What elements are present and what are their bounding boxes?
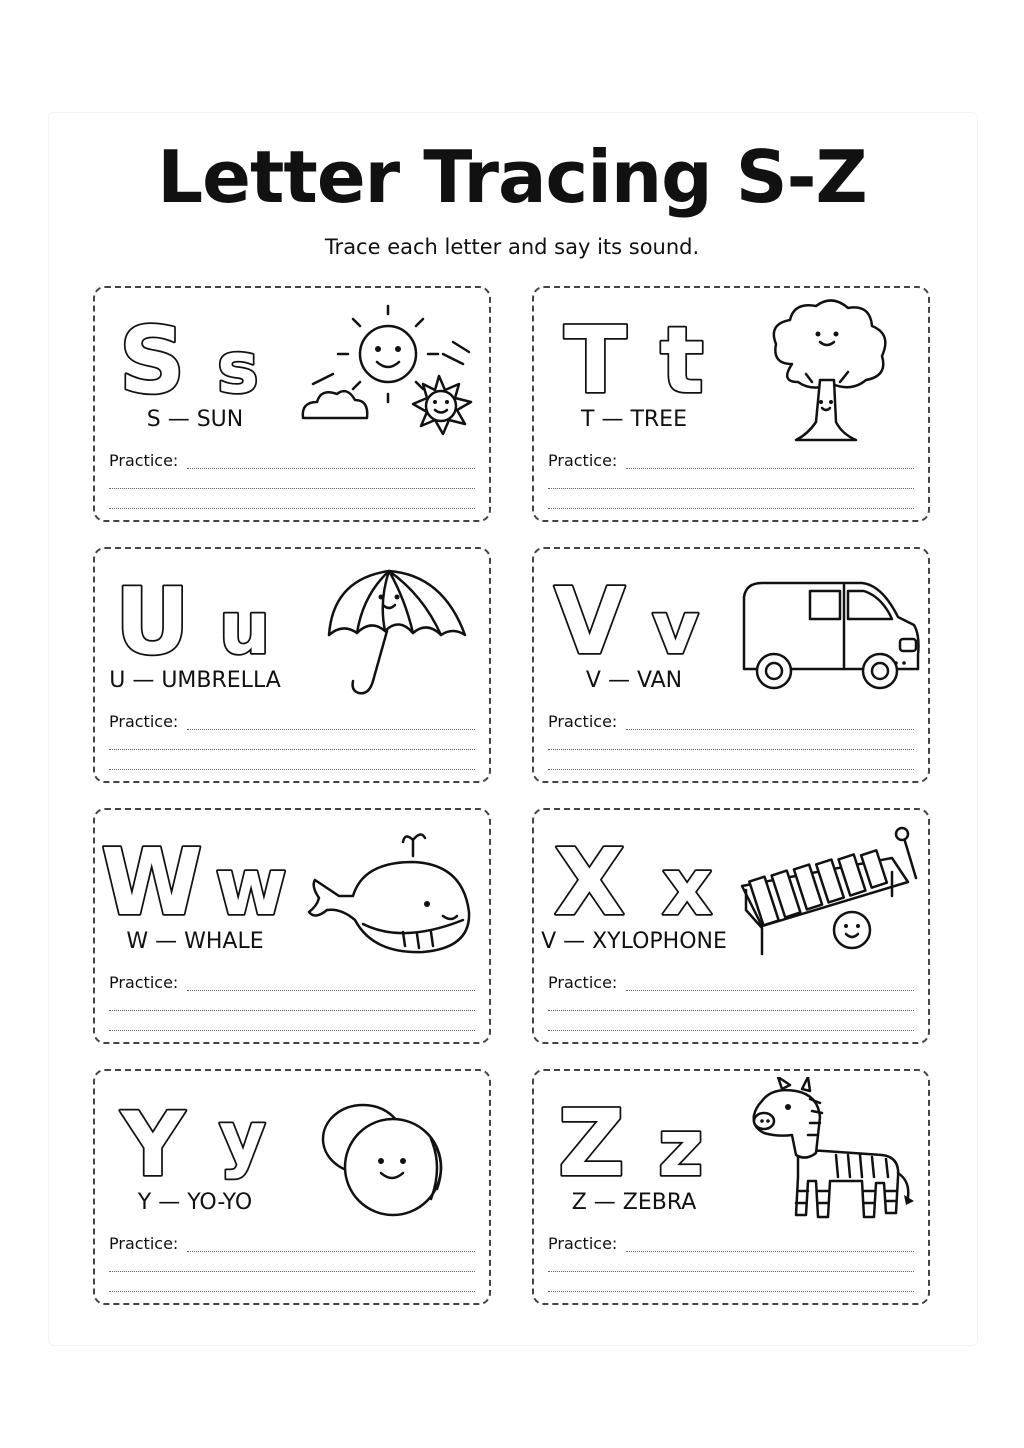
letter-card-s bbox=[93, 286, 491, 522]
letter-word: U — UMBRELLA bbox=[109, 668, 281, 693]
tracing-lowercase[interactable]: z bbox=[658, 1104, 704, 1181]
tracing-uppercase[interactable]: U bbox=[115, 568, 190, 659]
practice-line[interactable] bbox=[187, 468, 475, 469]
tracing-uppercase[interactable]: Y bbox=[121, 1093, 185, 1181]
tracing-lowercase[interactable]: y bbox=[219, 1096, 266, 1180]
tracing-lowercase[interactable]: v bbox=[652, 586, 699, 659]
letter-word: Z — ZEBRA bbox=[571, 1190, 697, 1215]
practice-label: Practice: bbox=[109, 451, 179, 470]
van-icon bbox=[732, 555, 922, 709]
tracing-lowercase[interactable]: t bbox=[660, 307, 704, 398]
practice-label: Practice: bbox=[548, 712, 618, 731]
letter-word: W — WHALE bbox=[126, 929, 264, 954]
letter-word: Y — YO-YO bbox=[137, 1190, 253, 1215]
tracing-uppercase[interactable]: S bbox=[119, 307, 186, 398]
tracing-letters bbox=[534, 557, 734, 659]
practice-label: Practice: bbox=[548, 451, 618, 470]
practice-line[interactable] bbox=[626, 1251, 914, 1252]
letter-card-u bbox=[93, 547, 491, 783]
tracing-letters bbox=[95, 818, 295, 920]
tracing-letters bbox=[534, 818, 734, 920]
letter-card-x bbox=[532, 808, 930, 1044]
practice-label: Practice: bbox=[109, 712, 179, 731]
tracing-lowercase[interactable]: w bbox=[215, 843, 288, 920]
practice-label: Practice: bbox=[109, 973, 179, 992]
practice-line[interactable] bbox=[548, 749, 914, 750]
tracing-letters bbox=[95, 557, 295, 659]
practice-line[interactable] bbox=[626, 990, 914, 991]
practice-line[interactable] bbox=[626, 729, 914, 730]
practice-line[interactable] bbox=[548, 508, 914, 509]
practice-line[interactable] bbox=[187, 990, 475, 991]
practice-line[interactable] bbox=[187, 729, 475, 730]
zebra-icon bbox=[732, 1077, 922, 1231]
practice-line[interactable] bbox=[109, 749, 475, 750]
practice-line[interactable] bbox=[548, 1271, 914, 1272]
practice-line[interactable] bbox=[626, 468, 914, 469]
letter-card-z bbox=[532, 1069, 930, 1305]
page-title: Letter Tracing S-Z bbox=[157, 135, 867, 219]
practice-line[interactable] bbox=[109, 1271, 475, 1272]
practice-line[interactable] bbox=[548, 769, 914, 770]
tracing-letters bbox=[95, 1079, 295, 1181]
letter-word: T — TREE bbox=[581, 407, 687, 432]
whale-icon bbox=[293, 816, 483, 970]
letter-card-w bbox=[93, 808, 491, 1044]
tracing-lowercase[interactable]: x bbox=[662, 843, 713, 920]
yoyo-icon bbox=[293, 1077, 483, 1231]
tracing-uppercase[interactable]: V bbox=[554, 568, 626, 659]
umbrella-icon bbox=[293, 555, 483, 709]
tracing-uppercase[interactable]: T bbox=[564, 307, 627, 398]
practice-label: Practice: bbox=[109, 1234, 179, 1253]
tracing-lowercase[interactable]: s bbox=[217, 327, 259, 398]
tracing-uppercase[interactable]: W bbox=[101, 829, 203, 920]
practice-line[interactable] bbox=[548, 1291, 914, 1292]
tracing-uppercase[interactable]: Z bbox=[558, 1090, 625, 1181]
practice-line[interactable] bbox=[109, 508, 475, 509]
tracing-letters bbox=[95, 296, 295, 398]
letter-card-y bbox=[93, 1069, 491, 1305]
letter-word: S — SUN bbox=[146, 407, 244, 432]
practice-line[interactable] bbox=[548, 1010, 914, 1011]
practice-line[interactable] bbox=[109, 1291, 475, 1292]
practice-line[interactable] bbox=[109, 1010, 475, 1011]
tracing-uppercase[interactable]: X bbox=[554, 829, 625, 920]
practice-line[interactable] bbox=[548, 488, 914, 489]
practice-line[interactable] bbox=[548, 1030, 914, 1031]
tracing-letters bbox=[534, 1079, 734, 1181]
letter-word: V — XYLOPHONE bbox=[541, 929, 727, 954]
page-subtitle: Trace each letter and say its sound. bbox=[324, 235, 700, 259]
practice-line[interactable] bbox=[187, 1251, 475, 1252]
practice-label: Practice: bbox=[548, 1234, 618, 1253]
tree-icon bbox=[732, 294, 922, 448]
practice-line[interactable] bbox=[109, 769, 475, 770]
practice-line[interactable] bbox=[109, 488, 475, 489]
letter-card-v bbox=[532, 547, 930, 783]
sun-icon bbox=[293, 294, 483, 448]
letter-word: V — VAN bbox=[585, 668, 683, 693]
xylophone-icon bbox=[732, 816, 922, 970]
tracing-letters bbox=[534, 296, 734, 398]
letter-card-t bbox=[532, 286, 930, 522]
practice-label: Practice: bbox=[548, 973, 618, 992]
tracing-lowercase[interactable]: u bbox=[219, 586, 271, 659]
practice-line[interactable] bbox=[109, 1030, 475, 1031]
